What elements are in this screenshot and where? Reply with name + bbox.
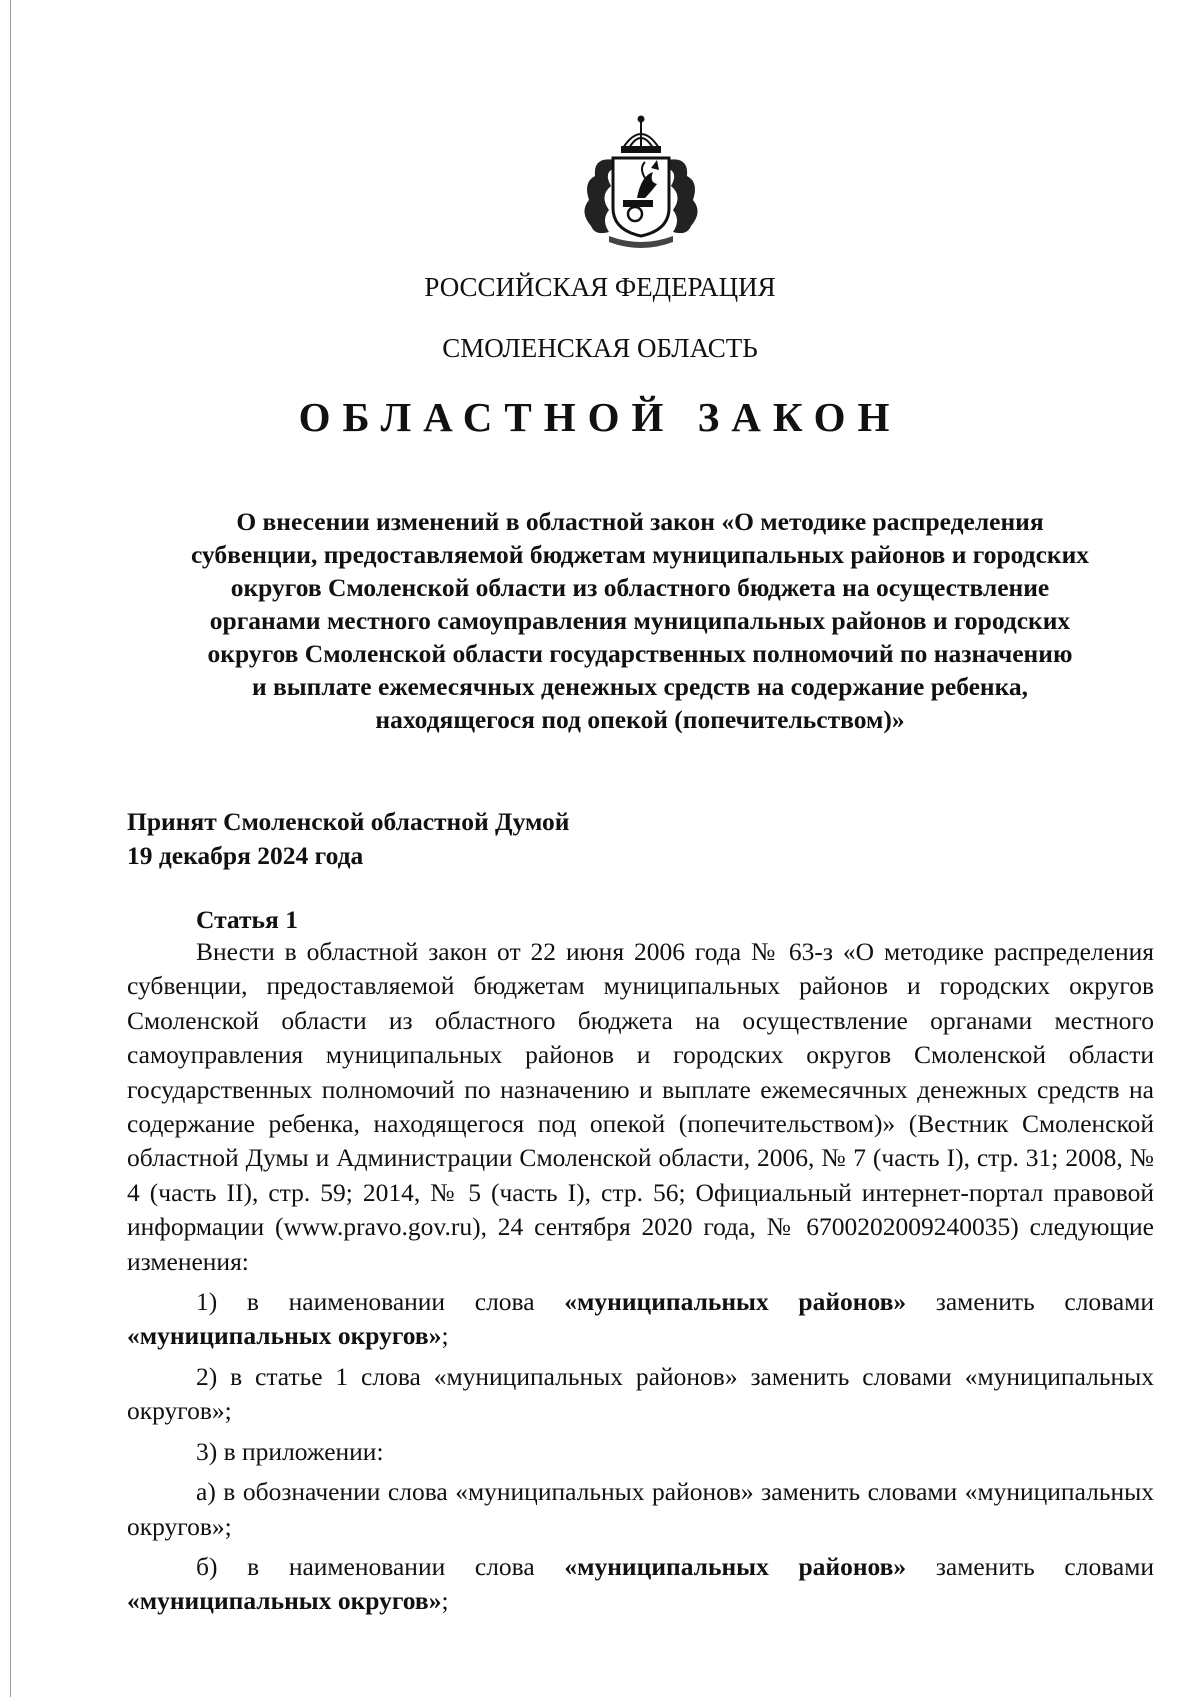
law-subject-line: органами местного самоуправления муниципальных районов и городских <box>209 606 1071 635</box>
law-subject-line: находящегося под опекой (попечительством)» <box>375 705 905 734</box>
item-3b-prefix: б) в наименовании слова <box>196 1551 565 1581</box>
coat-of-arms-icon <box>575 112 707 252</box>
law-type-title: ОБЛАСТНОЙ ЗАКОН <box>298 394 902 440</box>
article-heading: Статья 1 <box>196 905 298 934</box>
adoption-info <box>127 805 569 873</box>
amendment-item-2: 2) в статье 1 слова «муниципальных районов» заменить словами «муниципальных округов»; <box>127 1361 1154 1426</box>
page-edge-line <box>10 0 11 1697</box>
federation-heading: РОССИЙСКАЯ ФЕДЕРАЦИЯ <box>424 272 776 302</box>
law-subject-line: округов Смоленской области из областного бюджета на осуществление <box>230 573 1050 602</box>
law-subject-line: округов Смоленской области государственных полномочий по назначению <box>207 639 1073 668</box>
item-3b-middle: заменить словами <box>906 1551 1155 1581</box>
amendment-item-3a: а) в обозначении слова «муниципальных районов» заменить словами «муниципальных округов»; <box>127 1477 1154 1541</box>
amendment-item-3b <box>127 1550 1154 1619</box>
amendment-item-3: 3) в приложении: <box>196 1436 384 1466</box>
amendment-item-1 <box>127 1285 1154 1354</box>
item-1-new-words: «муниципальных округов» <box>127 1321 442 1351</box>
law-subject-line: О внесении изменений в областной закон «О методике распределения <box>236 507 1044 536</box>
item-1-prefix: 1) в наименовании слова <box>196 1287 565 1317</box>
item-3b-suffix: ; <box>441 1586 449 1616</box>
article-body <box>127 935 1154 1619</box>
adoption-date: 19 декабря 2024 года <box>127 841 364 870</box>
law-subject-line: субвенции, предоставляемой бюджетам муниципальных районов и городских <box>190 540 1090 569</box>
region-heading: СМОЛЕНСКАЯ ОБЛАСТЬ <box>442 333 758 363</box>
item-1-suffix: ; <box>441 1321 449 1351</box>
adoption-body: Принят Смоленской областной Думой <box>127 807 570 836</box>
law-subject-line: и выплате ежемесячных денежных средств на содержание ребенка, <box>251 672 1029 701</box>
article-intro-paragraph: Внести в областной закон от 22 июня 2006 года № 63-з «О методике распределения субвенции, предоставляемой бюджетам муниципальных районов и городских округов Смоленской области из областного бюджета на осуществление органами местного самоуправления муниципальных районов и городских округов Смоленской области государственных полномочий по назначению и выплате ежемесячных денежных средств на содержание ребенка, находящегося под опекой (попечительством)» (Вестник Смоленской областной Думы и Администрации Смоленской области, 2006, № 7 (часть I), стр. 31; 2008, № 4 (часть II), стр. 59; 2014, № 5 (часть I), стр. 56; Официальный интернет-портал правовой информации (www.pravo.gov.ru), 24 сентября 2020 года, № 6700202009240035) следующие изменения: <box>127 937 1154 1276</box>
item-3b-new-words: «муниципальных округов» <box>127 1586 442 1616</box>
item-1-middle: заменить словами <box>906 1287 1154 1317</box>
item-3b-old-words: «муниципальных районов» <box>564 1551 907 1581</box>
law-subject-title <box>160 505 1120 736</box>
item-1-old-words: «муниципальных районов» <box>564 1287 907 1317</box>
